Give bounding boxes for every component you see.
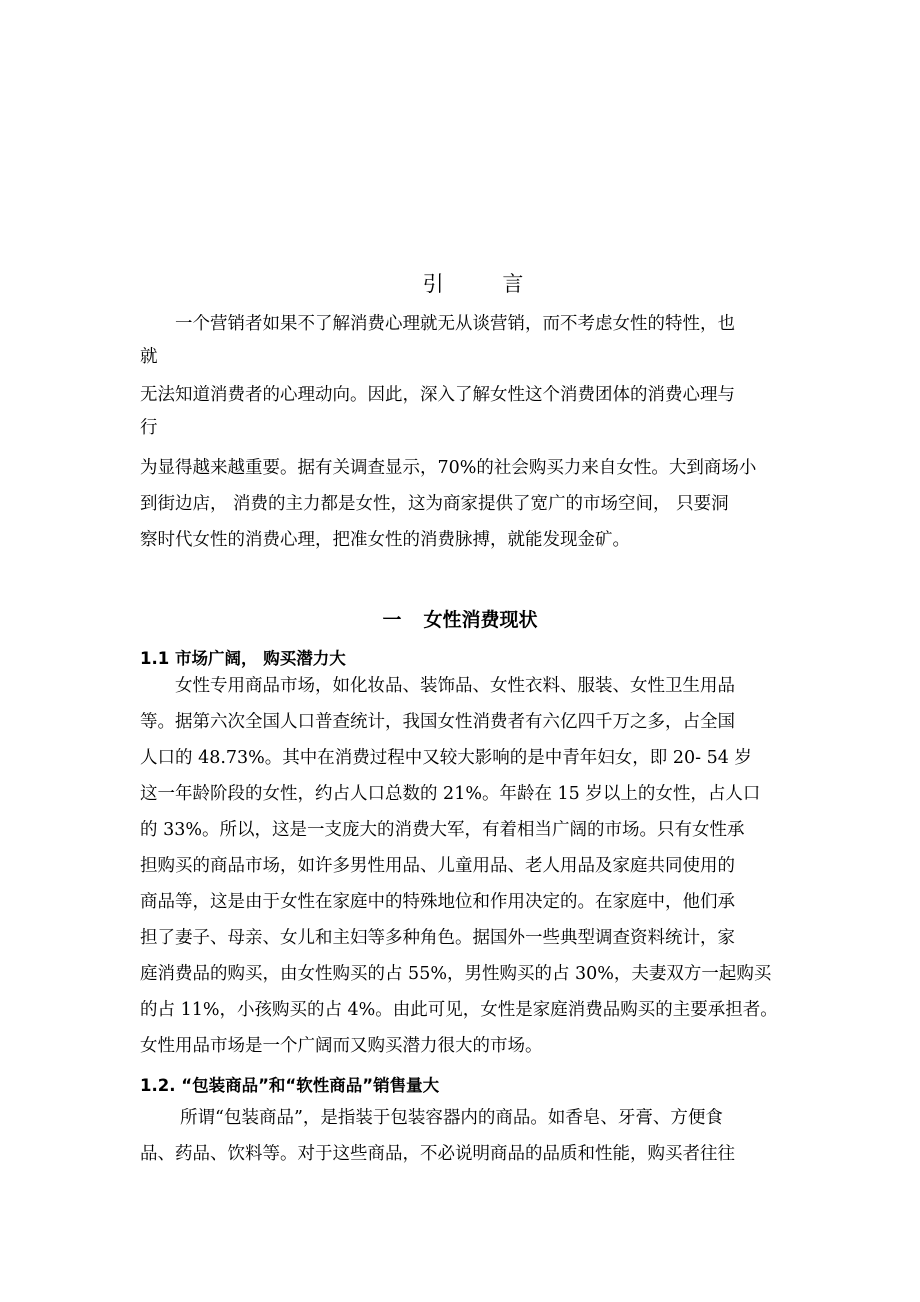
subsection-heading-1-2: 1.2. “包装商品”和“软性商品”销售量大 (140, 1076, 440, 1095)
body-line: 庭消费品的购买，由女性购买的占 55%，男性购买的占 30%，夫妻双方一起购买 (140, 964, 772, 984)
section-number: 一 (382, 609, 402, 631)
intro-line: 无法知道消费者的心理动向。因此，深入了解女性这个消费团体的消费心理与 (140, 385, 735, 405)
body-line: 女性专用商品市场，如化妆品、装饰品、女性衣料、服装、女性卫生用品 (175, 676, 735, 696)
body-line: 等。据第六次全国人口普查统计，我国女性消费者有六亿四千万之多，占全国 (140, 712, 735, 732)
body-line: 这一年龄阶段的女性，约占人口总数的 21%。年龄在 15 岁以上的女性，占人口 (140, 784, 761, 804)
intro-line: 行 (140, 418, 158, 438)
section-title: 女性消费现状 (423, 609, 538, 631)
body-line: 担了妻子、母亲、女儿和主妇等多种角色。据国外一些典型调查资料统计，家 (140, 928, 735, 948)
body-line: 女性用品市场是一个广阔而又购买潜力很大的市场。 (140, 1036, 543, 1056)
body-line: 商品等，这是由于女性在家庭中的特殊地位和作用决定的。在家庭中，他们承 (140, 892, 735, 912)
body-line: 品、药品、饮料等。对于这些商品，不必说明商品的品质和性能，购买者往往 (140, 1144, 735, 1164)
intro-line: 一个营销者如果不了解消费心理就无从谈营销，而不考虑女性的特性，也 (175, 314, 735, 334)
body-line: 的占 11%，小孩购买的占 4%。由此可见，女性是家庭消费品购买的主要承担者。 (140, 1000, 778, 1020)
body-line: 所谓“包装商品”，是指装于包装容器内的商品。如香皂、牙膏、方便食 (180, 1108, 723, 1128)
section-heading (0, 605, 920, 632)
body-line: 担购买的商品市场，如许多男性用品、儿童用品、老人用品及家庭共同使用的 (140, 856, 735, 876)
intro-title: 引 言 (422, 272, 550, 296)
body-line: 的 33%。所以，这是一支庞大的消费大军，有着相当广阔的市场。只有女性承 (140, 820, 745, 840)
intro-line: 就 (140, 347, 158, 367)
intro-line: 到街边店， 消费的主力都是女性，这为商家提供了宽广的市场空间， 只要洞 (140, 494, 729, 514)
intro-line: 为显得越来越重要。据有关调查显示，70%的社会购买力来自女性。大到商场小 (140, 458, 757, 478)
body-line: 人口的 48.73%。其中在消费过程中又较大影响的是中青年妇女，即 20- 54 岁 (140, 748, 752, 768)
subsection-heading-1-1: 1.1 市场广阔， 购买潜力大 (140, 649, 346, 668)
intro-line: 察时代女性的消费心理，把准女性的消费脉搏，就能发现金矿。 (140, 530, 630, 550)
